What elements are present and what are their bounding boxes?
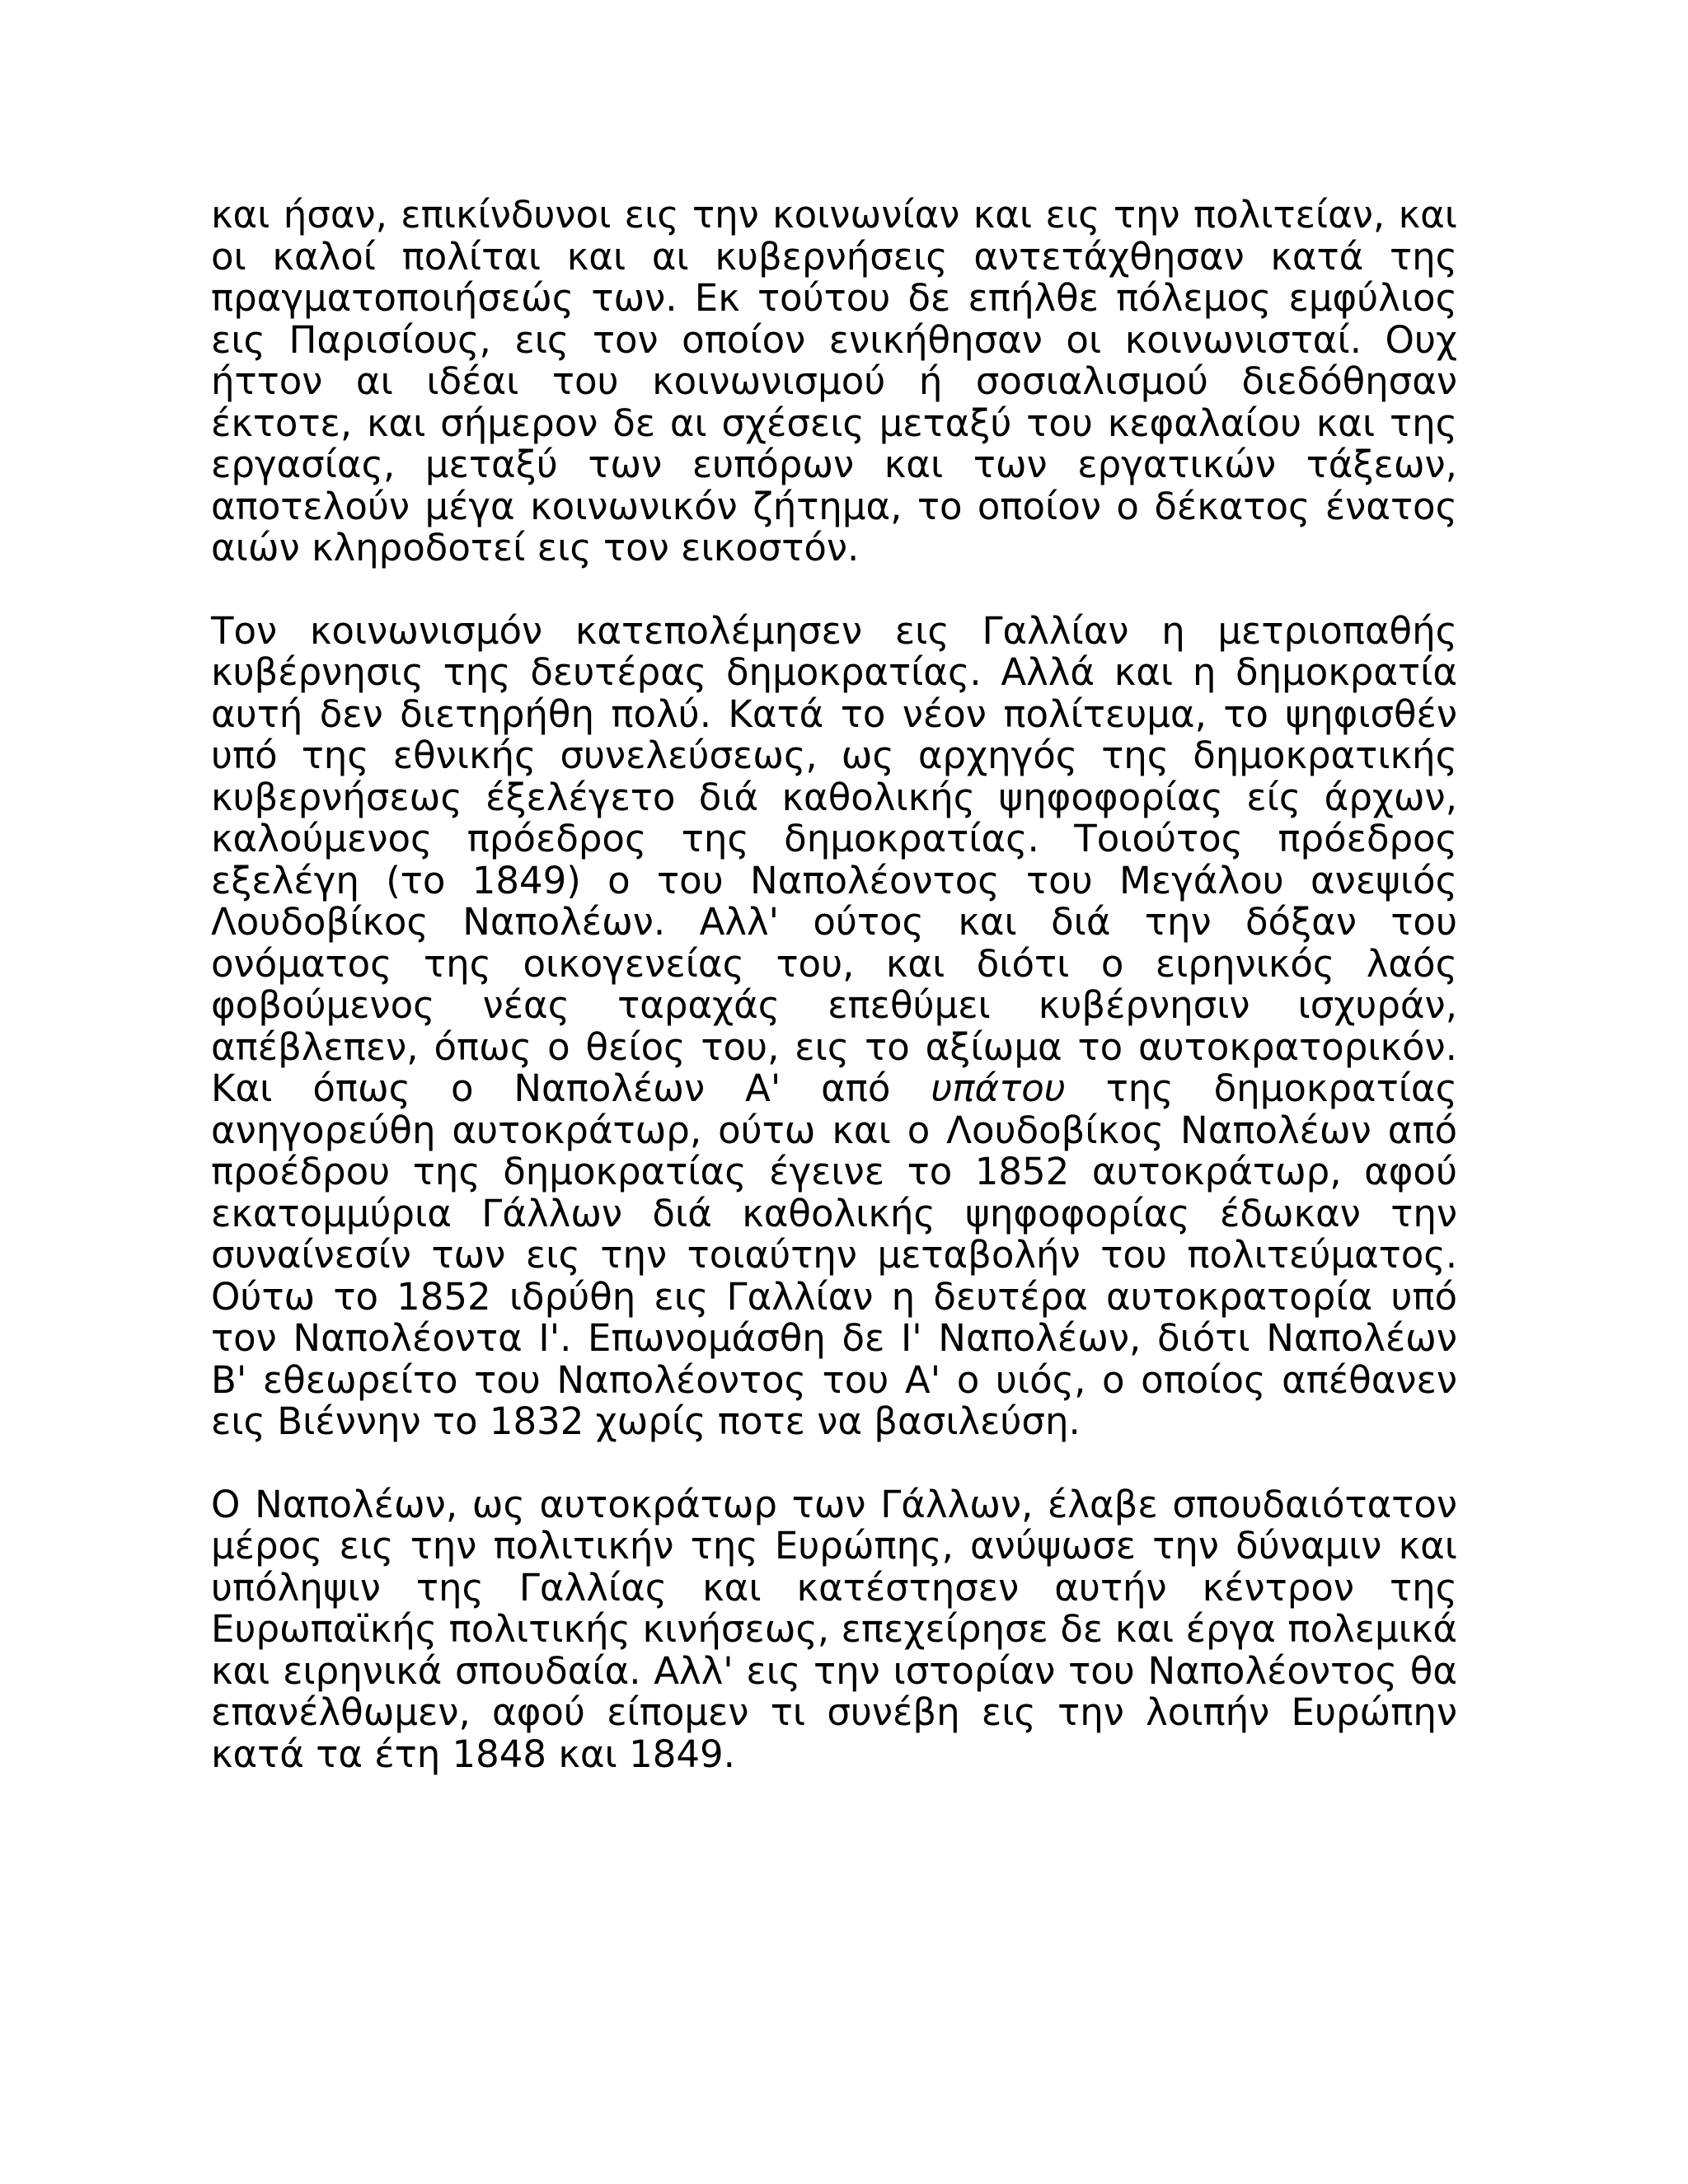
paragraph-2: [211, 608, 1457, 1443]
paragraph-text-end: της δημοκρατίας ανηγορεύθη αυτοκράτωρ, ούτω και ο Λουδοβίκος Ναπολέων από προέδρου της δημοκρατίας έγεινε το 1852 αυτοκράτωρ, αφού εκατομμύρια Γάλλων διά καθολικής ψηφοφορίας έδωκαν την συναίνεσίν των εις την τοιαύτην μεταβολήν του πολιτεύματος. Ούτω το 1852 ιδρύθη εις Γαλλίαν η δευτέρα αυτοκρατορία υπό τον Ναπολέοντα Ι'. Επωνομάσθη δε Ι' Ναπολέων, διότι Ναπολέων Β' εθεωρείτο του Ναπολέοντος του Α' ο υιός, ο οποίος απέθανεν εις Βιέννην το 1832 χωρίς ποτε να βασιλεύση.: [211, 1066, 1457, 1443]
italic-term: υπάτου: [931, 1066, 1066, 1110]
body-text: [211, 194, 1457, 1775]
paragraph-text: και ήσαν, επικίνδυνοι εις την κοινωνίαν και εις την πολιτείαν, και οι καλοί πολίται και αι κυβερνήσεις αντετάχθησαν κατά της πραγματοποιήσεώς των. Εκ τούτου δε επήλθε πόλεμος εμφύλιος εις Παρισίους, εις τον οποίον ενικήθησαν οι κοινωνισταί. Ουχ ήττον αι ιδέαι του κοινωνισμού ή σοσιαλισμού διεδόθησαν έκτοτε, και σήμερον δε αι σχέσεις μεταξύ του κεφαλαίου και της εργασίας, μεταξύ των ευπόρων και των εργατικών τάξεων, αποτελούν μέγα κοινωνικόν ζήτημα, το οποίον ο δέκατος ένατος αιών κληροδοτεί εις τον εικοστόν.: [211, 193, 1457, 569]
paragraph-text-start: Τον κοινωνισμόν κατεπολέμησεν εις Γαλλίαν η μετριοπαθής κυβέρνησις της δευτέρας δημοκρατίας. Αλλά και η δημοκρατία αυτή δεν διετηρήθη πολύ. Κατά το νέον πολίτευμα, το ψηφισθέν υπό της εθνικής συνελεύσεως, ως αρχηγός της δημοκρατικής κυβερνήσεως έξελέγετο διά καθολικής ψηφοφορίας είς άρχων, καλούμενος πρόεδρος της δημοκρατίας. Τοιούτος πρόεδρος εξελέγη (το 1849) ο του Ναπολέοντος του Μεγάλου ανεψιός Λουδοβίκος Ναπολέων. Αλλ' ούτος και διά την δόξαν του ονόματος της οικογενείας του, και διότι ο ειρηνικός λαός φοβούμενος νέας ταραχάς επεθύμει κυβέρνησιν ισχυράν, απέβλεπεν, όπως ο θείος του, εις το αξίωμα το αυτοκρατορικόν. Και όπως ο Ναπολέων Α' από: [211, 608, 1457, 1110]
paragraph-3: [211, 1484, 1457, 1776]
paragraph-1: [211, 194, 1457, 569]
paragraph-text: Ο Ναπολέων, ως αυτοκράτωρ των Γάλλων, έλαβε σπουδαιότατον μέρος εις την πολιτικήν της Ευρώπης, ανύψωσε την δύναμιν και υπόληψιν της Γαλλίας και κατέστησεν αυτήν κέντρον της Ευρωπαϊκής πολιτικής κινήσεως, επεχείρησε δε και έργα πολεμικά και ειρηνικά σπουδαία. Αλλ' εις την ιστορίαν του Ναπολέοντος θα επανέλθωμεν, αφού είπομεν τι συνέβη εις την λοιπήν Ευρώπην κατά τα έτη 1848 και 1849.: [211, 1482, 1457, 1776]
